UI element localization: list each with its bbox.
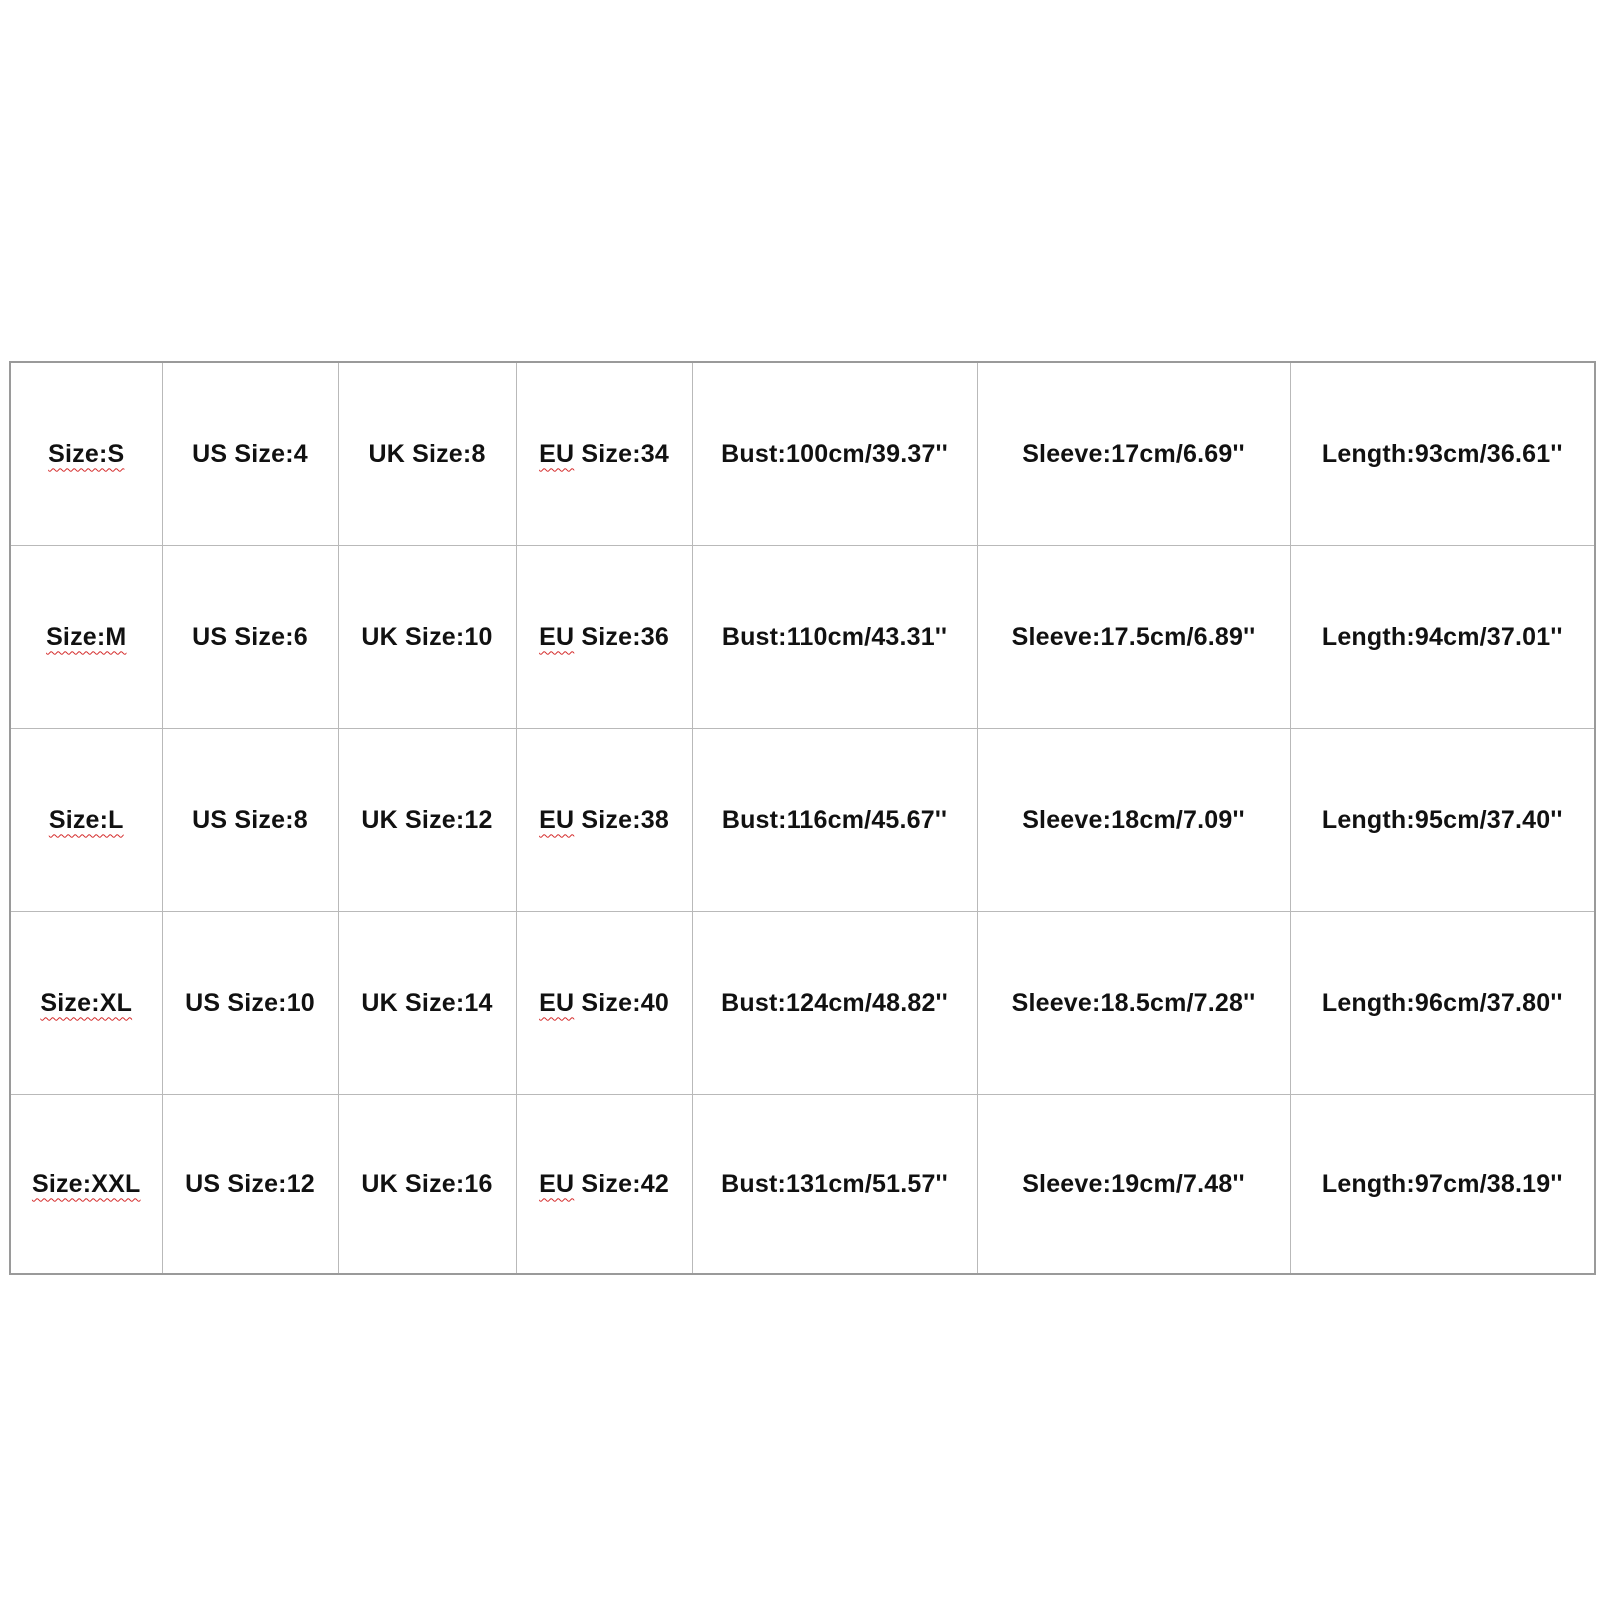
length-cell: Length:95cm/37.40'': [1290, 729, 1595, 912]
us-size-cell: US Size:4: [162, 362, 338, 546]
size-row-m: [10, 546, 1595, 729]
us-size-cell: US Size:12: [162, 1095, 338, 1275]
size-chart-table: [9, 361, 1596, 1275]
sleeve-cell: Sleeve:18cm/7.09'': [977, 729, 1290, 912]
eu-size-cell: EU Size:36: [516, 546, 692, 729]
us-size-cell: US Size:6: [162, 546, 338, 729]
size-cell: Size:XL: [10, 912, 162, 1095]
bust-cell: Bust:131cm/51.57'': [692, 1095, 977, 1275]
uk-size-cell: UK Size:14: [338, 912, 516, 1095]
uk-size-cell: UK Size:10: [338, 546, 516, 729]
size-row-l: [10, 729, 1595, 912]
size-row-s: [10, 362, 1595, 546]
sleeve-cell: Sleeve:19cm/7.48'': [977, 1095, 1290, 1275]
bust-cell: Bust:110cm/43.31'': [692, 546, 977, 729]
sleeve-cell: Sleeve:17cm/6.69'': [977, 362, 1290, 546]
bust-cell: Bust:116cm/45.67'': [692, 729, 977, 912]
eu-size-cell: EU Size:38: [516, 729, 692, 912]
us-size-cell: US Size:8: [162, 729, 338, 912]
length-cell: Length:97cm/38.19'': [1290, 1095, 1595, 1275]
eu-size-cell: EU Size:40: [516, 912, 692, 1095]
us-size-cell: US Size:10: [162, 912, 338, 1095]
length-cell: Length:96cm/37.80'': [1290, 912, 1595, 1095]
uk-size-cell: UK Size:8: [338, 362, 516, 546]
bust-cell: Bust:124cm/48.82'': [692, 912, 977, 1095]
sleeve-cell: Sleeve:18.5cm/7.28'': [977, 912, 1290, 1095]
length-cell: Length:93cm/36.61'': [1290, 362, 1595, 546]
size-cell: Size:S: [10, 362, 162, 546]
size-row-xl: [10, 912, 1595, 1095]
uk-size-cell: UK Size:12: [338, 729, 516, 912]
eu-size-cell: EU Size:42: [516, 1095, 692, 1275]
sleeve-cell: Sleeve:17.5cm/6.89'': [977, 546, 1290, 729]
bust-cell: Bust:100cm/39.37'': [692, 362, 977, 546]
uk-size-cell: UK Size:16: [338, 1095, 516, 1275]
size-cell: Size:M: [10, 546, 162, 729]
length-cell: Length:94cm/37.01'': [1290, 546, 1595, 729]
size-cell: Size:L: [10, 729, 162, 912]
size-cell: Size:XXL: [10, 1095, 162, 1275]
eu-size-cell: EU Size:34: [516, 362, 692, 546]
size-row-xxl: [10, 1095, 1595, 1275]
